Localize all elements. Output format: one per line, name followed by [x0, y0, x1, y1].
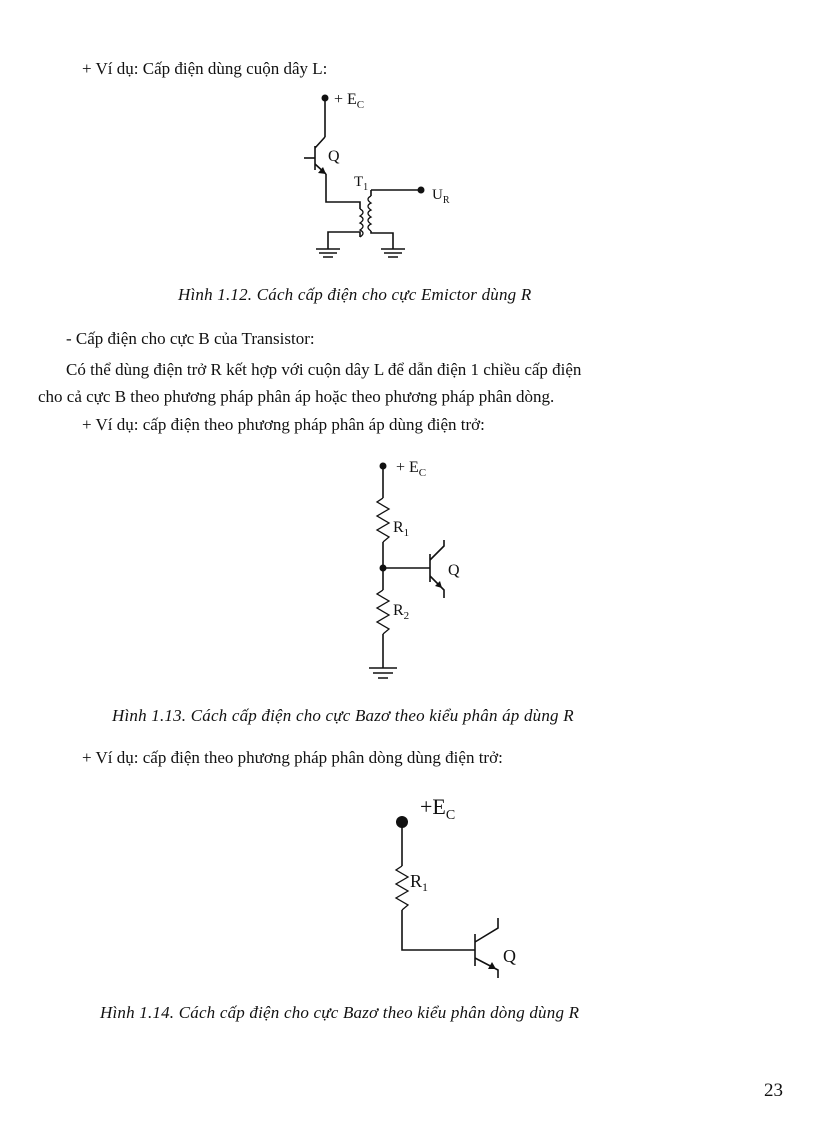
figure-1-13-circuit: [350, 450, 500, 695]
svg-text:R1: $R_1$: [410, 871, 429, 894]
svg-text:UR: $U_R$: [432, 187, 450, 206]
paragraph-line-2: cho cả cực B theo phương pháp phân áp hoặc theo phương pháp phân dòng.: [38, 387, 555, 406]
example-line-current-divider: + Ví dụ: cấp điện theo phương pháp phân dòng dùng điện trở:: [82, 748, 503, 767]
figure-1-12-circuit: [290, 82, 470, 272]
svg-text:Q: Q: [503, 946, 516, 966]
svg-text:T1: $T_1$: [354, 174, 369, 193]
subheading-base-supply: - Cấp điện cho cực B của Transistor:: [66, 329, 315, 348]
svg-text:Q: Q: [328, 148, 340, 165]
svg-text:R2: $R_2$: [393, 602, 410, 622]
svg-text:+EC: $+E_C$: [420, 794, 456, 823]
page-number: 23: [764, 1080, 783, 1101]
example-line-inductor: + Ví dụ: Cấp điện dùng cuộn dây L:: [82, 59, 328, 78]
svg-text:+ EC: + $E_C$: [396, 459, 427, 479]
example-line-voltage-divider: + Ví dụ: cấp điện theo phương pháp phân áp dùng điện trở:: [82, 415, 485, 434]
figure-1-14-circuit: [380, 782, 540, 997]
svg-text:Q: Q: [448, 562, 460, 579]
svg-text:R1: $R_1$: [393, 519, 410, 539]
figure-1-13-caption: Hình 1.13. Cách cấp điện cho cực Bazơ theo kiểu phân áp dùng R: [112, 706, 574, 725]
svg-text:+ EC: + $E_C$: [334, 91, 365, 111]
figure-1-14-caption: Hình 1.14. Cách cấp điện cho cực Bazơ theo kiểu phân dòng dùng R: [100, 1003, 580, 1022]
ur-output-dot: [418, 187, 425, 194]
paragraph-line-1: Có thể dùng điện trở R kết hợp với cuộn dây L để dẫn điện 1 chiều cấp điện: [66, 360, 582, 379]
figure-1-12-caption: Hình 1.12. Cách cấp điện cho cực Emictor dùng R: [178, 285, 532, 304]
